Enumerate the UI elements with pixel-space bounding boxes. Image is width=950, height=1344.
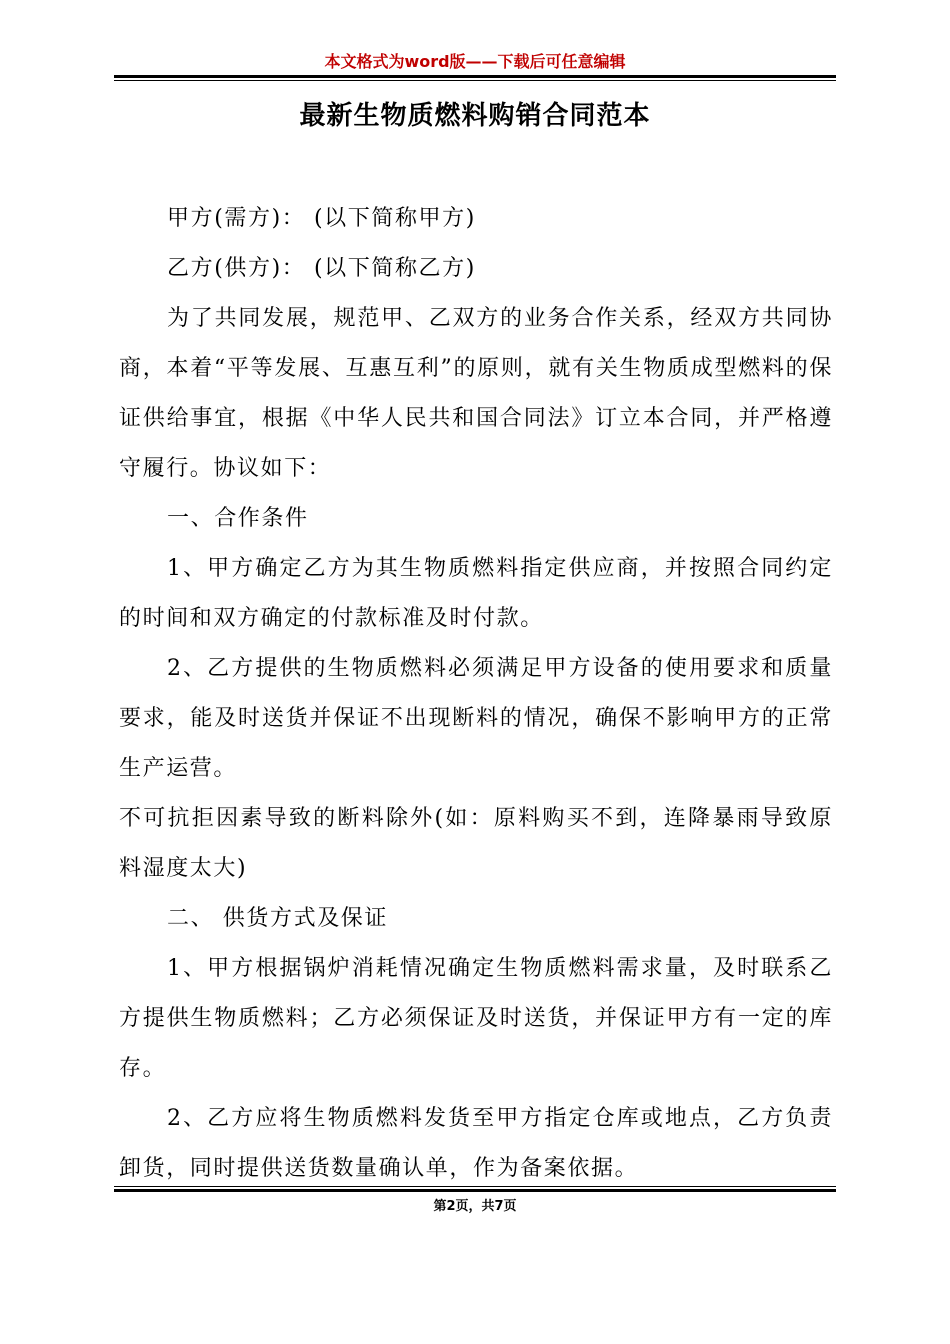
footer-rule-thick [114,1189,836,1192]
clause-2-2: 2、乙方应将生物质燃料发货至甲方指定仓库或地点，乙方负责卸货，同时提供送货数量确认单，作为备案依据。 [119,1106,833,1181]
preamble-paragraph: 为了共同发展，规范甲、乙双方的业务合作关系，经双方共同协商，本着“平等发展、互惠互利”的原则，就有关生物质成型燃料的保证供给事宜，根据《中华人民共和国合同法》订立本合同，并严格遵守履行。协议如下： [119,306,833,481]
header-banner: 本文格式为word版——下载后可任意编辑 [324,52,626,71]
party-b-line: 乙方(供方)： (以下简称乙方) [167,256,476,281]
section-heading-1: 一、合作条件 [167,506,309,531]
clause-1-1: 1、甲方确定乙方为其生物质燃料指定供应商，并按照合同约定的时间和双方确定的付款标准及时付款。 [119,556,833,631]
clause-1-2: 2、乙方提供的生物质燃料必须满足甲方设备的使用要求和质量要求，能及时送货并保证不出现断料的情况，确保不影响甲方的正常生产运营。 [119,656,833,781]
footer-rule-thin [114,1186,836,1187]
document-body [119,194,833,1194]
header-rule-thin [114,80,836,81]
clause-2-1: 1、甲方根据锅炉消耗情况确定生物质燃料需求量，及时联系乙方提供生物质燃料；乙方必须保证及时送货，并保证甲方有一定的库存。 [119,956,833,1081]
document-title: 最新生物质燃料购销合同范本 [299,101,651,131]
header-rule-thick [114,75,836,78]
force-majeure-note: 不可抗拒因素导致的断料除外(如：原料购买不到，连降暴雨导致原料湿度太大) [119,806,833,881]
section-heading-2: 二、 供货方式及保证 [167,906,388,931]
footer-page-info: 第2页，共7页 [433,1199,517,1214]
party-a-line: 甲方(需方)： (以下简称甲方) [167,206,476,231]
